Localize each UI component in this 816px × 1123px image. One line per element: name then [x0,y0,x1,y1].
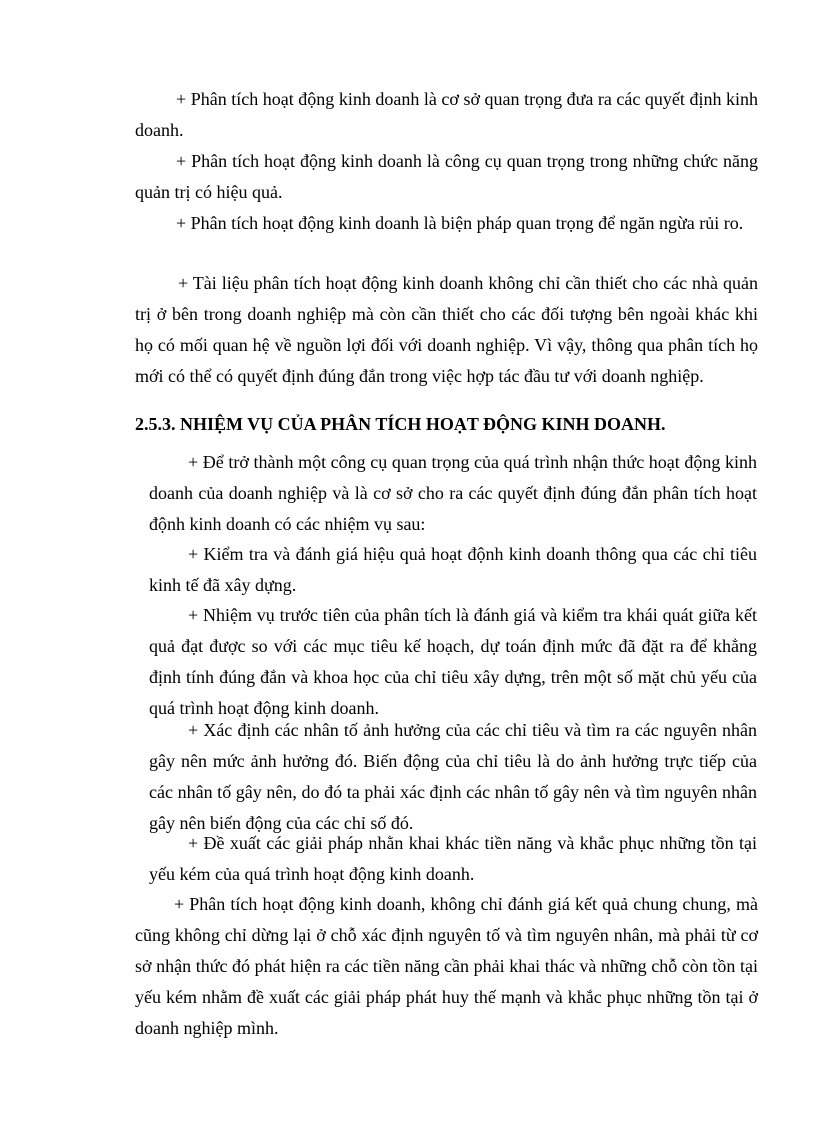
paragraph-basis-for-decisions: + Phân tích hoạt động kinh doanh là cơ sở quan trọng đưa ra các quyết định kinh doanh. [135,89,758,140]
paragraph-external-stakeholders: + Tài liệu phân tích hoạt động kinh doanh không chỉ cần thiết cho các nhà quản trị ở bên trong doanh nghiệp mà còn cần thiết cho các đối tượng bên ngoài khác khi họ có mối quan hệ về nguồn lợi đối với doanh nghiệp. Vì vậy, thông qua phân tích họ mới có thể có quyết định đúng đắn trong việc hợp tác đầu tư với doanh nghiệp. [135,273,758,386]
paragraph-beyond-evaluation: + Phân tích hoạt động kinh doanh, không chỉ đánh giá kết quả chung chung, mà cũng không chỉ dừng lại ở chỗ xác định nguyên tố và tìm nguyên nhân, mà phải từ cơ sở nhận thức đó phát hiện ra các tiền năng cần phải khai thác và những chỗ còn tồn tại yếu kém nhằm đề xuất các giải pháp phát huy thế mạnh và khắc phục những tồn tại ở doanh nghiệp mình. [135,894,758,1038]
paragraph-check-evaluate: + Kiểm tra và đánh giá hiệu quả hoạt độnh kinh doanh thông qua các chỉ tiêu kinh tế đã xây dựng. [149,544,757,595]
paragraph-identify-factors: + Xác định các nhân tố ảnh hưởng của các chỉ tiêu và tìm ra các nguyên nhân gây nên mức ảnh hưởng đó. Biến động của chỉ tiêu là do ảnh hưởng trực tiếp của các nhân tố gây nên, do đó ta phải xác định các nhân tố gây nên và tìm nguyên nhân gây nên biến động của các chỉ số đó. [149,720,757,833]
paragraph-primary-task: + Nhiệm vụ trước tiên của phân tích là đánh giá và kiểm tra khái quát giữa kết quả đạt được so với các mục tiêu kế hoạch, dự toán định mức đã đặt ra để khẳng định tính đúng đắn và khoa học của chỉ tiêu xây dựng, trên một số mặt chủ yếu của quá trình hoạt động kinh doanh. [149,605,757,718]
paragraph-task-intro: + Để trở thành một công cụ quan trọng của quá trình nhận thức hoạt động kinh doanh của doanh nghiệp và là cơ sở cho ra các quyết định đúng đắn phân tích hoạt độnh kinh doanh có các nhiệm vụ sau: [149,452,757,534]
paragraph-management-tool: + Phân tích hoạt động kinh doanh là công cụ quan trọng trong những chức năng quản trị có hiệu quả. [135,151,758,202]
paragraph-risk-prevention: + Phân tích hoạt động kinh doanh là biện pháp quan trọng để ngăn ngừa rủi ro. [176,213,744,233]
paragraph-propose-solutions: + Đề xuất các giải pháp nhằn khai khác tiền năng và khắc phục những tồn tại yếu kém của quá trình hoạt động kinh doanh. [149,833,757,884]
section-heading: 2.5.3. NHIỆM VỤ CỦA PHÂN TÍCH HOẠT ĐỘNG KINH DOANH. [135,414,666,434]
